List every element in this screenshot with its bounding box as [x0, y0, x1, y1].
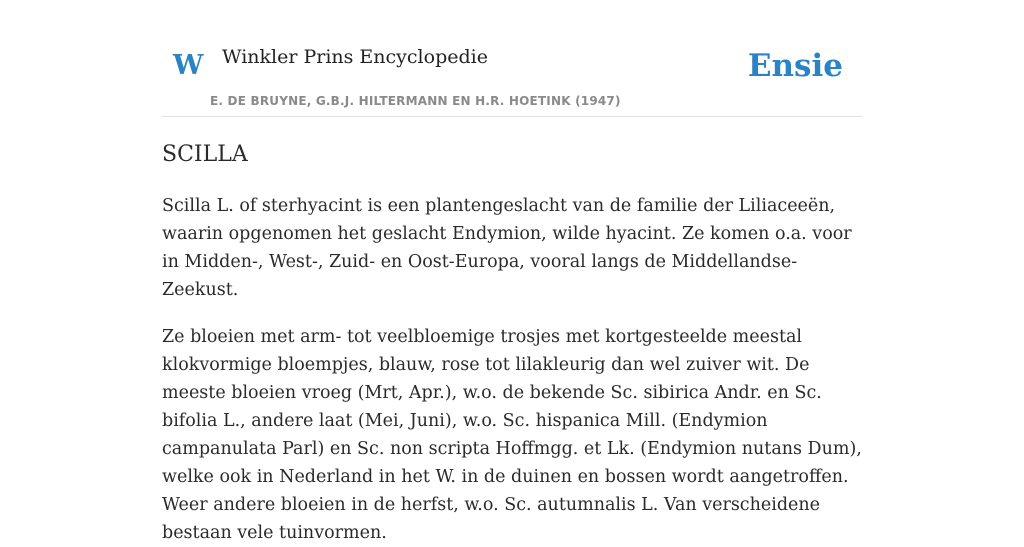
encyclopedia-logo[interactable]: W: [173, 50, 204, 81]
header: [162, 0, 862, 117]
page-container: [162, 0, 862, 547]
authors-credit: E. DE BRUYNE, G.B.J. HILTERMANN EN H.R. HOETINK (1947): [210, 94, 621, 108]
encyclopedia-title-link[interactable]: Winkler Prins Encyclopedie: [222, 46, 488, 68]
article-paragraph: Scilla L. of sterhyacint is een plantengeslacht van de familie der Liliaceeën, waarin opgenomen het geslacht Endymion, wilde hyacint. Ze komen o.a. voor in Midden-, West-, Zuid- en Oost-Europa, vooral langs de Middellandse-Zeekust.: [162, 196, 852, 301]
article-paragraph: Ze bloeien met arm- tot veelbloemige trosjes met kortgesteelde meestal klokvormige bloempjes, blauw, rose tot lilakleurig dan wel zuiver wit. De meeste bloeien vroeg (Mrt, Apr.), w.o. de bekende Sc. sibirica Andr. en Sc. bifolia L., andere laat (Mei, Juni), w.o. Sc. hispanica Mill. (Endymion campanulata Parl) en Sc. non scripta Hoffmgg. et Lk. (Endymion nutans Dum), welke ook in Nederland in het W. in de duinen en bossen wordt aangetroffen. Weer andere bloeien in de herfst, w.o. Sc. autumnalis L. Van verscheidene bestaan vele tuinvormen.: [162, 327, 862, 544]
ensie-brand-logo[interactable]: Ensie: [747, 48, 843, 84]
article-title: SCILLA: [162, 142, 248, 167]
